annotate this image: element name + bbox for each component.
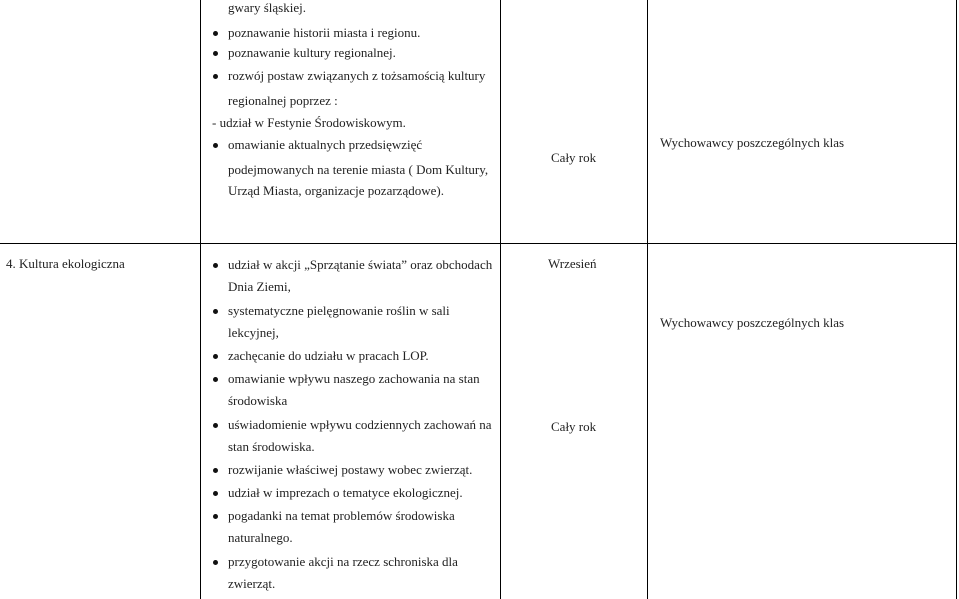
s4-line-2: systematyczne pielęgnowanie roślin w sali: [228, 303, 450, 318]
bullet-icon: [213, 560, 218, 565]
bullet-icon: [213, 143, 218, 148]
column-divider-3: [647, 0, 648, 599]
bullet-icon: [213, 423, 218, 428]
s4-line-9: rozwijanie właściwej postawy wobec zwierząt.: [228, 462, 473, 477]
bullet-icon: [213, 468, 218, 473]
bullet-icon: [213, 74, 218, 79]
top-term: Cały rok: [551, 150, 597, 165]
top-line-7: podejmowanych na terenie miasta ( Dom Kultury,: [228, 162, 489, 177]
top-line-5: - udział w Festynie Środowiskowym.: [212, 115, 406, 130]
top-line-0: gwary śląskiej.: [228, 0, 306, 15]
top-line-4: regionalnej poprzez :: [228, 93, 338, 108]
s4-line-4: zachęcanie do udziału w pracach LOP.: [228, 348, 429, 363]
s4-line-14: zwierząt.: [228, 576, 276, 591]
column-divider-1: [200, 0, 201, 599]
top-line-2: poznawanie kultury regionalnej.: [228, 45, 396, 60]
top-line-1: poznawanie historii miasta i regionu.: [228, 25, 421, 40]
bullet-icon: [213, 51, 218, 56]
top-line-3: rozwój postaw związanych z tożsamością kultury: [228, 68, 486, 83]
row-divider: [0, 243, 957, 244]
s4-line-1: Dnia Ziemi,: [228, 279, 291, 294]
top-line-6: omawianie aktualnych przedsięwzięć: [228, 137, 423, 152]
bullet-icon: [213, 263, 218, 268]
s4-line-5: omawianie wpływu naszego zachowania na stan: [228, 371, 480, 386]
s4-term-second: Cały rok: [551, 419, 597, 434]
bullet-icon: [213, 309, 218, 314]
s4-line-3: lekcyjnej,: [228, 325, 279, 340]
s4-line-6: środowiska: [228, 393, 288, 408]
top-responsible: Wychowawcy poszczególnych klas: [660, 135, 845, 150]
s4-line-11: pogadanki na temat problemów środowiska: [228, 508, 455, 523]
bullet-icon: [213, 377, 218, 382]
column-divider-4: [956, 0, 957, 599]
s4-term-first: Wrzesień: [548, 256, 597, 271]
section-title: 4. Kultura ekologiczna: [6, 256, 125, 271]
s4-responsible: Wychowawcy poszczególnych klas: [660, 315, 845, 330]
bullet-icon: [213, 31, 218, 36]
s4-line-8: stan środowiska.: [228, 439, 315, 454]
s4-line-12: naturalnego.: [228, 530, 293, 545]
bullet-icon: [213, 514, 218, 519]
bullet-icon: [213, 491, 218, 496]
s4-line-13: przygotowanie akcji na rzecz schroniska dla: [228, 554, 458, 569]
s4-line-10: udział w imprezach o tematyce ekologicznej.: [228, 485, 463, 500]
bullet-icon: [213, 354, 218, 359]
s4-line-0: udział w akcji „Sprzątanie świata” oraz obchodach: [228, 257, 493, 272]
column-divider-2: [500, 0, 501, 599]
s4-line-7: uświadomienie wpływu codziennych zachowań na: [228, 417, 492, 432]
top-line-8: Urząd Miasta, organizacje pozarządowe).: [228, 183, 444, 198]
